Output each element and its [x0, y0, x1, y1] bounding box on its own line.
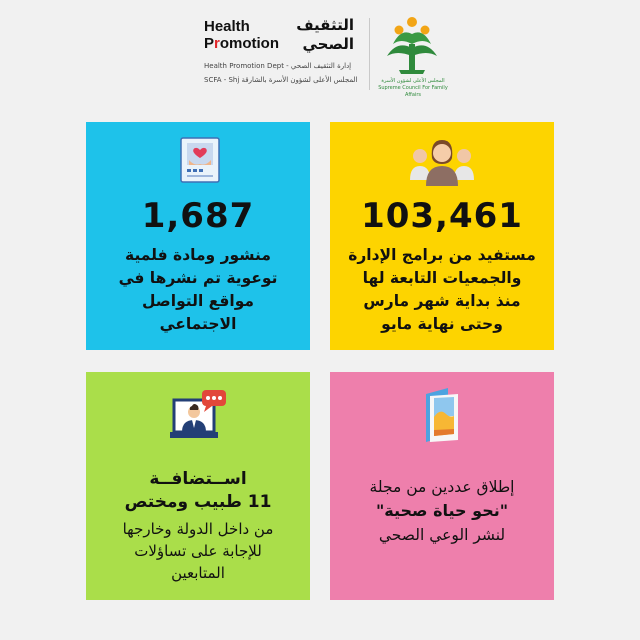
posts-stat-card [86, 122, 310, 350]
people-group-icon [406, 134, 478, 188]
council-tree-logo-icon [383, 14, 441, 78]
council-caption: المجلس الأعلى لشؤون الأسرة Supreme Council For Family Affairs [378, 78, 448, 98]
department-name: Health Promotion Dept - إدارة التثقيف الصحي [204, 62, 352, 70]
logo-arabic: التثقيف الصحي [296, 16, 354, 53]
magazine-line-3: لنشر الوعي الصحي [378, 526, 506, 544]
hands-heart-icon [178, 136, 222, 184]
posts-count: 1,687 [141, 196, 255, 236]
magazine-stat-card [330, 372, 554, 600]
video-call-icon [168, 388, 230, 446]
beneficiaries-count: 103,461 [361, 196, 523, 236]
magazine-title: "نحو حياة صحية" [375, 501, 509, 520]
header [0, 0, 640, 108]
health-promotion-logo [204, 18, 354, 58]
magazine-icon [418, 386, 466, 444]
beneficiaries-stat-card [330, 122, 554, 350]
doctors-headline: اســتضافــة 11 طبيب ومختص [124, 469, 272, 512]
posts-description: منشور ومادة فلمية توعوية تم نشرها في مواقع التواصل الاجتماعي [118, 246, 278, 333]
magazine-line-1: إطلاق عددين من مجلة [369, 478, 515, 496]
beneficiaries-description: مستفيد من برامج الإدارة والجمعيات التابعة لها منذ بداية شهر مارس وحتى نهاية مايو [348, 246, 536, 333]
header-divider [369, 18, 370, 90]
doctors-stat-card [86, 372, 310, 600]
doctors-description: من داخل الدولة وخارجها للإجابة على تساؤلات المتابعين [122, 520, 274, 582]
council-short-name: SCFA - Shj المجلس الأعلى لشؤون الأسرة بالشارقة [204, 76, 358, 84]
logo-english: Health Promotion [204, 18, 280, 52]
